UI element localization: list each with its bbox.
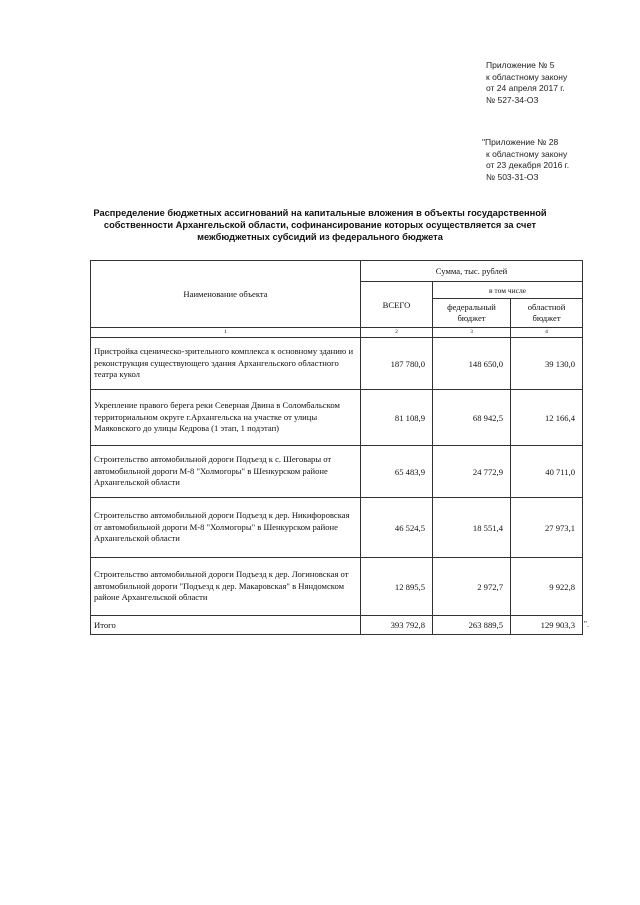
total-cell: 81 108,9 bbox=[361, 390, 433, 446]
header-federal-line: бюджет bbox=[457, 313, 486, 323]
total-cell: 12 895,5 bbox=[361, 558, 433, 616]
header-federal-line: федеральный bbox=[447, 302, 496, 312]
appendix-line: от 23 декабря 2016 г. bbox=[486, 160, 570, 170]
total-cell: 65 483,9 bbox=[361, 446, 433, 498]
table-row bbox=[91, 446, 583, 498]
totals-federal-cell: 263 889,5 bbox=[433, 616, 511, 635]
object-name-cell: Пристройка сценическо-зрительного комплекса к основному зданию и реконструкция существующего здания Архангельского областного театра кукол bbox=[91, 338, 361, 390]
header-federal bbox=[433, 299, 511, 328]
column-number: 4 bbox=[511, 328, 583, 338]
column-number-row bbox=[91, 328, 583, 338]
regional-cell: 39 130,0 bbox=[511, 338, 583, 390]
appendix-line: "Приложение № 28 bbox=[482, 137, 559, 147]
totals-total-cell: 393 792,8 bbox=[361, 616, 433, 635]
header-regional bbox=[511, 299, 583, 328]
federal-cell: 24 772,9 bbox=[433, 446, 511, 498]
column-number: 3 bbox=[433, 328, 511, 338]
closing-quote-mark: ". bbox=[584, 620, 590, 629]
budget-allocation-table bbox=[90, 260, 583, 635]
regional-cell: 40 711,0 bbox=[511, 446, 583, 498]
federal-cell: 148 650,0 bbox=[433, 338, 511, 390]
appendix-line: № 527-34-ОЗ bbox=[486, 94, 539, 105]
column-number: 2 bbox=[361, 328, 433, 338]
header-regional-line: областной bbox=[527, 302, 566, 312]
table-row bbox=[91, 498, 583, 558]
table-row bbox=[91, 558, 583, 616]
appendix-line: от 24 апреля 2017 г. bbox=[486, 83, 565, 93]
title-line: Распределение бюджетных ассигнований на капитальные вложения в объекты государственной bbox=[93, 208, 547, 218]
appendix-line: к областному закону bbox=[486, 148, 568, 159]
object-name-cell: Укрепление правого берега реки Северная Двина в Соломбальском территориальном округе г.Архангельска на участке от улицы Маяковского до улицы Кедрова (1 этап, 1 подэтап) bbox=[91, 390, 361, 446]
header-regional-line: бюджет bbox=[532, 313, 561, 323]
regional-cell: 12 166,4 bbox=[511, 390, 583, 446]
header-including: в том числе bbox=[433, 282, 583, 299]
totals-regional-cell: 129 903,3 bbox=[511, 616, 583, 635]
header-sum: Сумма, тыс. рублей bbox=[361, 261, 583, 282]
title-line: межбюджетных субсидий из федерального бюджета bbox=[197, 232, 443, 243]
totals-label: Итого bbox=[91, 616, 361, 635]
appendix-line: к областному закону bbox=[486, 71, 568, 82]
regional-cell: 9 922,8 bbox=[511, 558, 583, 616]
column-number: 1 bbox=[91, 328, 361, 338]
appendix-line: № 503-31-ОЗ bbox=[486, 171, 539, 182]
total-cell: 46 524,5 bbox=[361, 498, 433, 558]
document-title bbox=[80, 207, 560, 244]
federal-cell: 68 942,5 bbox=[433, 390, 511, 446]
header-object-name: Наименование объекта bbox=[91, 261, 361, 328]
object-name-cell: Строительство автомобильной дороги Подъезд к дер. Никифоровская от автомобильной дороги М-8 "Холмогоры" в Шенкурском районе Архангельской области bbox=[91, 498, 361, 558]
appendix-line: Приложение № 5 bbox=[486, 60, 555, 70]
object-name-cell: Строительство автомобильной дороги Подъезд к дер. Логиновская от автомобильной дороги "Подъезд к дер. Макаровская" в Няндомском районе Архангельской области bbox=[91, 558, 361, 616]
appendix-reference-current bbox=[486, 60, 567, 106]
federal-cell: 2 972,7 bbox=[433, 558, 511, 616]
title-line: собственности Архангельской области, софинансирование которых осуществляется за счет bbox=[103, 220, 537, 231]
totals-row bbox=[91, 616, 583, 635]
federal-cell: 18 551,4 bbox=[433, 498, 511, 558]
header-row-sum bbox=[91, 261, 583, 282]
table-row bbox=[91, 390, 583, 446]
header-total: ВСЕГО bbox=[361, 282, 433, 328]
table-row bbox=[91, 338, 583, 390]
object-name-cell: Строительство автомобильной дороги Подъезд к с. Шеговары от автомобильной дороги М-8 "Холмогоры" в Шенкурском районе Архангельской области bbox=[91, 446, 361, 498]
appendix-reference-prior bbox=[482, 137, 569, 183]
total-cell: 187 780,0 bbox=[361, 338, 433, 390]
regional-cell: 27 973,1 bbox=[511, 498, 583, 558]
